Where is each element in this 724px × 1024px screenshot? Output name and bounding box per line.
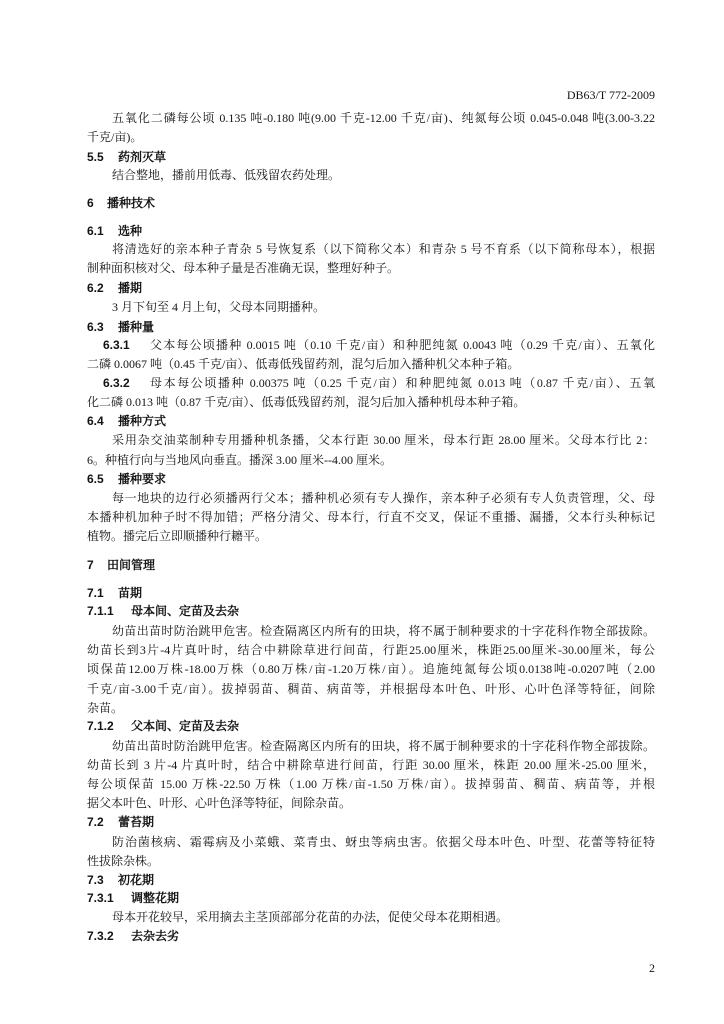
body-line: 母本每公顷播种 0.00375 吨（0.25 千克/亩）和种肥纯氮 0.013 吨（0.87 千克/亩）、五氧 (150, 376, 655, 390)
body-line: 据父本叶色、叶形、心叶色泽等特征，间除杂苗。 (87, 796, 352, 810)
body-line: 幼苗出苗时防治跳甲危害。检查隔离区内所有的田块，将不属于制种要求的十字花科作物全部拔除。 (112, 624, 655, 638)
heading-7-3 (87, 872, 647, 888)
heading-title: 播种量 (118, 320, 155, 334)
heading-number: 6.3 (87, 320, 104, 334)
heading-number: 7.1 (87, 586, 104, 600)
heading-title: 药剂灭草 (118, 150, 167, 164)
heading-number: 7.2 (87, 815, 104, 829)
heading-title: 调整花期 (131, 891, 180, 905)
heading-7 (87, 557, 647, 573)
body-line: 将清选好的亲本种子青杂 5 号恢复系（以下简称父本）和青杂 5 号不育系（以下简称母本），根据 (112, 242, 655, 256)
body-line: 杂苗。 (87, 701, 124, 715)
heading-number: 5.5 (87, 150, 104, 164)
heading-5-5 (87, 149, 647, 165)
heading-number: 6.2 (87, 281, 104, 295)
body-line: 制种面积核对父、母本种子量是否准确无误，整理好种子。 (87, 261, 400, 275)
body-line: 五氧化二磷每公顷 0.135 吨-0.180 吨(9.00 千克-12.00 千克/亩)、纯氮每公顷 0.045-0.048 吨(3.00-3.22 (112, 111, 655, 125)
heading-title: 蕾苔期 (118, 815, 155, 829)
heading-number: 6.1 (87, 224, 104, 238)
heading-7-2 (87, 814, 647, 830)
document-code: DB63/T 772-2009 (566, 88, 655, 102)
body-line: 母本开花较早，采用摘去主茎顶部部分花苗的办法，促使父母本花期相遇。 (112, 910, 509, 924)
body-line: 幼苗长到3片-4片真叶时，结合中耕除草进行间苗，行距25.00厘米，株距25.00厘米-30.00厘米，每公 (87, 643, 655, 657)
body-line: 采用杂交油菜制种专用播种机条播，父本行距 30.00 厘米，母本行距 28.00 厘米。父母本行比 2： (112, 433, 655, 447)
body-line: 二磷 0.0067 吨（0.45 千克/亩）、低毒低残留药剂，混匀后加入播种机父本种子箱。 (87, 357, 520, 371)
heading-7-1-2 (87, 718, 647, 734)
body-line: 防治菌核病、霜霉病及小菜蛾、菜青虫、蚜虫等病虫害。依据父母本叶色、叶型、花蕾等特征特 (112, 835, 655, 849)
body-line: 父本每公顷播种 0.0015 吨（0.10 千克/亩）和种肥纯氮 0.0043 吨（0.29 千克/亩）、五氧化 (150, 338, 655, 352)
heading-number: 7.1.1 (87, 604, 114, 618)
body-line: 每公顷保苗 15.00 万株-22.50 万株（1.00 万株/亩-1.50 万株/亩）。拔掉弱苗、稠苗、病苗等，并根 (87, 777, 655, 791)
heading-title: 初花期 (118, 873, 155, 887)
heading-title: 去杂去劣 (131, 929, 180, 943)
heading-title: 播种方式 (118, 414, 167, 428)
heading-6 (87, 195, 647, 211)
body-line: 化二磷 0.013 吨（0.87 千克/亩）、低毒低残留药剂，混匀后加入播种机母本种子箱。 (87, 395, 526, 409)
heading-title: 苗期 (118, 586, 143, 600)
heading-title: 播种要求 (118, 472, 167, 486)
body-line: 每一地块的边行必须播两行父本；播种机必须有专人操作，亲本种子必须有专人负责管理，父、母 (112, 491, 655, 505)
body-line: 3 月下旬至 4 月上旬，父母本同期播种。 (112, 300, 326, 314)
heading-title: 选种 (118, 224, 143, 238)
clause-number: 6.3.1 (103, 338, 130, 352)
heading-7-3-2 (87, 928, 647, 944)
heading-title: 母本间、定苗及去杂 (131, 604, 240, 618)
heading-number: 6.4 (87, 414, 104, 428)
heading-title: 田间管理 (107, 558, 156, 572)
heading-7-1 (87, 585, 647, 601)
heading-title: 父本间、定苗及去杂 (131, 719, 240, 733)
body-line: 幼苗长到 3 片-4 片真叶时，结合中耕除草进行间苗，行距 30.00 厘米，株距 20.00 厘米-25.00 厘米， (87, 758, 655, 772)
body-line: 性拔除杂株。 (87, 854, 160, 868)
heading-number: 7.3.1 (87, 891, 114, 905)
body-line: 结合整地，播前用低毒、低残留农药处理。 (112, 168, 341, 182)
heading-6-5 (87, 471, 647, 487)
body-line: 千克/亩)。 (87, 130, 143, 144)
clause-number: 6.3.2 (103, 376, 130, 390)
heading-number: 6.5 (87, 472, 104, 486)
body-line: 千克/亩-3.00千克/亩）。拔掉弱苗、稠苗、病苗等，并根据母本叶色、叶形、心叶色泽等特征，间除 (87, 682, 655, 696)
heading-number: 7.1.2 (87, 719, 114, 733)
heading-number: 7 (87, 558, 94, 572)
body-line: 植物。播完后立即顺播种行耱平。 (87, 529, 268, 543)
body-line: 6。种植行向与当地风向垂直。播深 3.00 厘米--4.00 厘米。 (87, 453, 392, 467)
heading-6-3 (87, 319, 647, 335)
heading-6-2 (87, 280, 647, 296)
heading-number: 7.3 (87, 873, 104, 887)
body-line: 本播种机加种子时不得加错；严格分清父、母本行，行直不交叉，保证不重播、漏播，父本行头种标记 (87, 510, 655, 524)
heading-title: 播期 (118, 281, 143, 295)
heading-7-3-1 (87, 890, 647, 906)
heading-title: 播种技术 (107, 196, 156, 210)
body-line: 顷保苗12.00万株-18.00万株（0.80万株/亩-1.20万株/亩）。追施纯氮每公顷0.0138吨-0.0207吨（2.00 (87, 662, 655, 676)
heading-number: 7.3.2 (87, 929, 114, 943)
page-number: 2 (649, 961, 655, 975)
heading-6-1 (87, 223, 647, 239)
heading-7-1-1 (87, 603, 647, 619)
heading-6-4 (87, 413, 647, 429)
heading-number: 6 (87, 196, 94, 210)
body-line: 幼苗出苗时防治跳甲危害。检查隔离区内所有的田块，将不属于制种要求的十字花科作物全部拔除。 (112, 739, 655, 753)
